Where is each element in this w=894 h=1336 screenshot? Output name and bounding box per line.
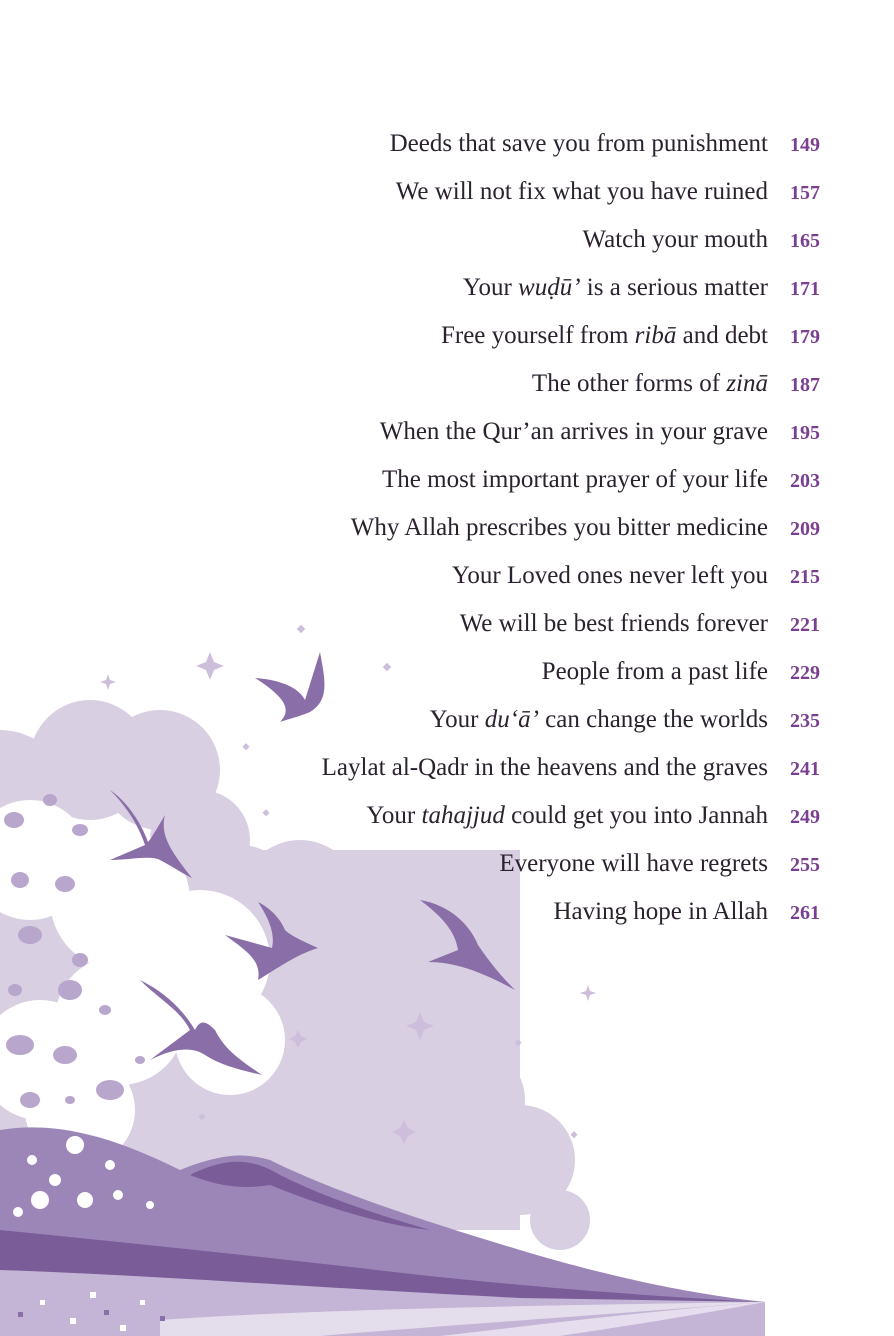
toc-entry[interactable] bbox=[260, 414, 820, 462]
toc-entry-title bbox=[430, 702, 768, 738]
toc-entry-title bbox=[380, 414, 768, 450]
toc-entry[interactable] bbox=[260, 798, 820, 846]
toc-entry-page-number: 249 bbox=[790, 806, 820, 828]
toc-entry-page-number: 229 bbox=[790, 662, 820, 684]
toc-entry-title-text: We will not fix what you have ruined bbox=[395, 178, 768, 205]
toc-entry[interactable] bbox=[260, 558, 820, 606]
toc-entry-page-number: 255 bbox=[790, 854, 820, 876]
toc-entry[interactable] bbox=[260, 318, 820, 366]
toc-entry-page-number: 209 bbox=[790, 518, 820, 540]
toc-entry-title-italic: tahajjud bbox=[421, 802, 505, 829]
toc-entry[interactable] bbox=[260, 270, 820, 318]
toc-entry-page-number: 235 bbox=[790, 710, 820, 732]
toc-entry-title bbox=[441, 318, 768, 354]
toc-entry-title bbox=[553, 894, 768, 930]
toc-entry-title-text: is a serious matter bbox=[580, 274, 768, 301]
toc-entry-page-number: 261 bbox=[790, 902, 820, 924]
toc-entry-title-text: and debt bbox=[676, 322, 768, 349]
toc-entry-title-text: Your bbox=[462, 274, 519, 301]
toc-entry-title bbox=[366, 798, 768, 834]
toc-entry-title bbox=[532, 366, 768, 402]
toc-entry-page-number: 165 bbox=[790, 230, 820, 252]
toc-entry-page-number: 179 bbox=[790, 326, 820, 348]
toc-entry-title-text: Your Loved ones never left you bbox=[451, 562, 768, 589]
toc-entry-title-italic: ribā bbox=[634, 322, 677, 349]
toc-entry[interactable] bbox=[260, 846, 820, 894]
toc-entry[interactable] bbox=[260, 894, 820, 942]
toc-entry-title-text: The most important prayer of your life bbox=[382, 466, 768, 493]
toc-entry[interactable] bbox=[260, 654, 820, 702]
toc-entry-title-text: People from a past life bbox=[541, 658, 768, 685]
toc-entry-title-text: Everyone will have regrets bbox=[499, 850, 768, 877]
toc-entry-title-text: can change the worlds bbox=[538, 706, 768, 733]
toc-entry-title bbox=[382, 462, 768, 498]
toc-entry-title-text: Having hope in Allah bbox=[553, 898, 768, 925]
toc-entry-title-text: Deeds that save you from punishment bbox=[389, 130, 768, 157]
toc-entry-page-number: 149 bbox=[790, 134, 820, 156]
toc-entry-title bbox=[351, 510, 768, 546]
toc-entry[interactable] bbox=[260, 126, 820, 174]
toc-entry-page-number: 221 bbox=[790, 614, 820, 636]
toc-entry-title bbox=[583, 222, 768, 258]
toc-entry[interactable] bbox=[260, 750, 820, 798]
toc-entry-title-text: Your bbox=[366, 802, 422, 829]
toc-entry-title-italic: du‘ā’ bbox=[484, 706, 539, 733]
toc-entry-title-text: Free yourself from bbox=[440, 322, 635, 349]
toc-entry-title bbox=[322, 750, 768, 786]
toc-entry-title-text: Your bbox=[429, 706, 485, 733]
toc-entry-page-number: 157 bbox=[790, 182, 820, 204]
toc-entry[interactable] bbox=[260, 462, 820, 510]
toc-entry-title-text: Why Allah prescribes you bitter medicine bbox=[350, 514, 768, 541]
toc-entry-page-number: 187 bbox=[790, 374, 820, 396]
toc-entry-page-number: 195 bbox=[790, 422, 820, 444]
toc-entry-title bbox=[452, 558, 768, 594]
toc-entry-title-text: We will be best friends forever bbox=[459, 610, 768, 637]
toc-entry-title bbox=[499, 846, 768, 882]
toc-entry[interactable] bbox=[260, 174, 820, 222]
toc-entry-title-text: could get you into Jannah bbox=[504, 802, 768, 829]
toc-entry-title bbox=[390, 126, 768, 162]
toc-entry-title bbox=[396, 174, 768, 210]
toc-entry-page-number: 203 bbox=[790, 470, 820, 492]
toc-entry-page-number: 215 bbox=[790, 566, 820, 588]
toc-entry-title bbox=[542, 654, 768, 690]
toc-entry[interactable] bbox=[260, 606, 820, 654]
toc-entry-title bbox=[463, 270, 768, 306]
toc-entry-title-text: When the Qur’an arrives in your grave bbox=[379, 418, 768, 445]
toc-entry-title-text: Laylat al-Qadr in the heavens and the graves bbox=[321, 754, 768, 781]
toc-entry-page-number: 241 bbox=[790, 758, 820, 780]
toc-entry-title-text: Watch your mouth bbox=[582, 226, 768, 253]
table-of-contents bbox=[260, 126, 820, 942]
toc-entry[interactable] bbox=[260, 510, 820, 558]
toc-entry[interactable] bbox=[260, 222, 820, 270]
toc-entry[interactable] bbox=[260, 702, 820, 750]
toc-entry-title-italic: wuḍū’ bbox=[518, 274, 581, 301]
toc-entry-title bbox=[460, 606, 768, 642]
toc-entry-page-number: 171 bbox=[790, 278, 820, 300]
toc-entry-title-text: The other forms of bbox=[531, 370, 727, 397]
toc-entry[interactable] bbox=[260, 366, 820, 414]
toc-entry-title-italic: zinā bbox=[726, 370, 768, 397]
